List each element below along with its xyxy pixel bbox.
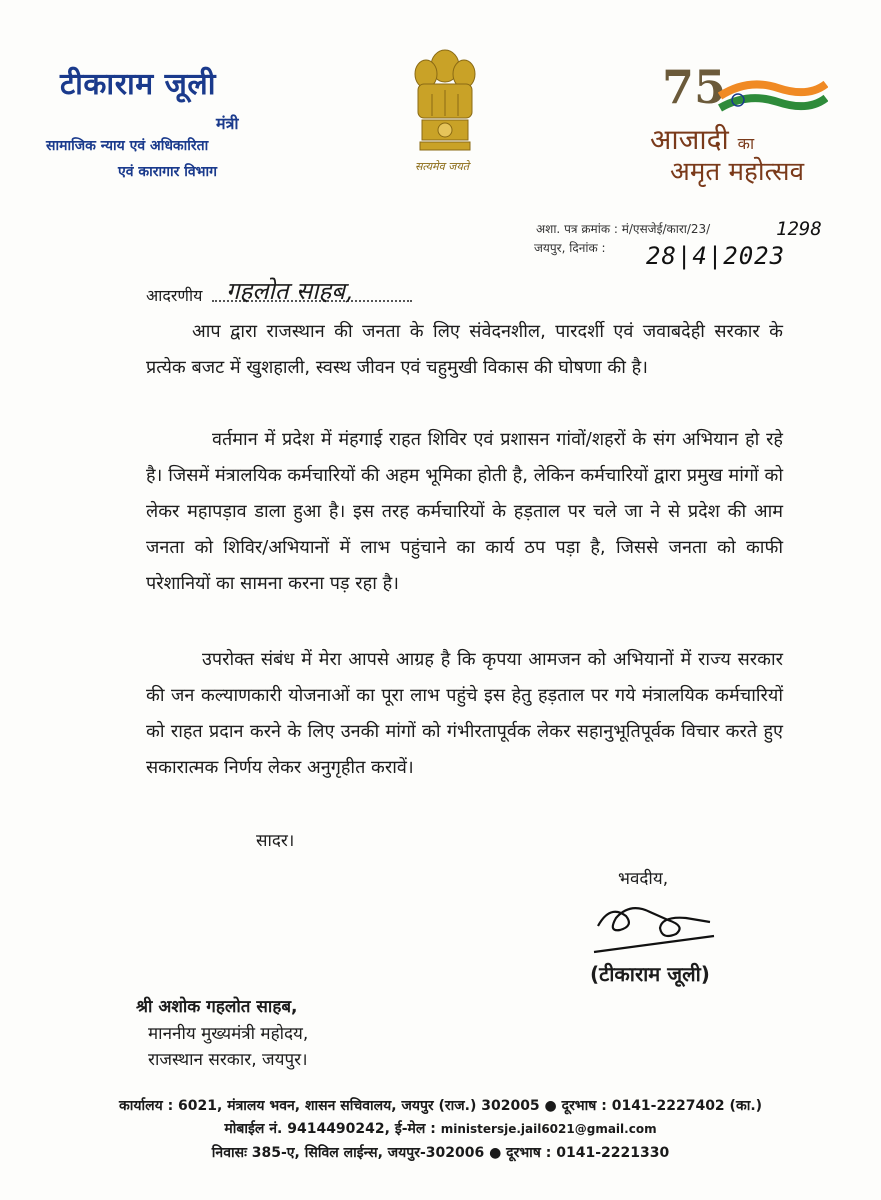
letter-date: 28|4|2023 [646,242,786,270]
azadi-ka-amrit-mahotsav-logo [640,60,840,190]
closing-sadar: सादर। [256,831,295,851]
closing-bhavdiy: भवदीय, [618,869,669,889]
addressee-name: श्री अशोक गहलोत साहब, [136,997,298,1017]
footer-office-address: कार्यालय : 6021, मंत्रालय भवन, शासन सचिवालय, जयपुर (राज.) 302005 ● दूरभाष : 0141-2227402 (का.) [118,1098,763,1114]
azadi-ka: का [737,134,755,153]
date-label: जयपुर, दिनांक : [534,241,606,255]
national-emblem-icon [402,44,488,164]
letter-number: 1298 [776,218,822,240]
azadi-word: आजादी [650,123,729,156]
addressee-location: राजस्थान सरकार, जयपुर। [148,1050,308,1070]
body-paragraph-1: आप द्वारा राजस्थान की जनता के लिए संवेदनशील, पारदर्शी एवं जवाबदेही सरकार के प्रत्येक बजट में खुशहाली, स्वस्थ जीवन एवं चहुमुखी विकास की घोषणा की है। [146,321,783,378]
addressee-designation: माननीय मुख्यमंत्री महोदय, [148,1024,309,1044]
department-line-2: एवं कारागार विभाग [118,164,217,180]
signatory-name: (टीकाराम जूली) [590,962,710,986]
footer-email: ministersje.jail6021@gmail.com [440,1122,657,1136]
footer-contact [0,1119,881,1138]
body-paragraph-3: उपरोक्त संबंध में मेरा आपसे आग्रह है कि कृपया आमजन को अभियानों में राज्य सरकार की जन कल्याणकारी योजनाओं का पूरा लाभ पहुंचे इस हेतु हड़ताल पर गये मंत्रालयिक कर्मचारियों को राहत प्रदान करने के लिए उनकी मांगों को गंभीरतापूर्वक लेकर सहानुभूतिपूर्वक विचार करते हुए सकारात्मक निर्णय लेकर अनुगृहीत करावें। [146,649,783,778]
letter-number-label: अशा. पत्र क्रमांक : मं/एसजेई/कारा/23/ [536,222,711,236]
emblem-motto: सत्यमेव जयते [414,160,469,173]
tricolor-wave-icon [718,78,828,118]
signature-icon [590,896,720,966]
azadi-75: 75 [662,60,727,114]
salutation-handwritten: गहलोत साहब, [226,277,353,305]
minister-name: टीकाराम जूली [60,67,216,102]
minister-title: मंत्री [216,114,239,133]
amrit-mahotsav: अमृत महोत्सव [670,157,805,187]
footer-residence: निवासः 385-ए, सिविल लाईन्स, जयपुर-302006 ● दूरभाष : 0141-2221330 [211,1145,670,1161]
salutation-prefix: आदरणीय [146,286,203,305]
body-paragraph-2: वर्तमान में प्रदेश में मंहगाई राहत शिविर एवं प्रशासन गांवों/शहरों के संग अभियान हो रहे है। जिसमें मंत्रालयिक कर्मचारियों की अहम भूमिका होती है, लेकिन कर्मचारियों द्वारा प्रमुख मांगों को लेकर महापड़ाव डाला हुआ है। इस तरह कर्मचारियों के हड़ताल पर चले जा ने से प्रदेश की आम जनता को शिविर/अभियानों में लाभ पहुंचाने का कार्य ठप पड़ा है, जिससे जनता को काफी परेशानियों का सामना करना पड़ रहा है। [146,429,783,594]
footer-mobile: मोबाईल नं. 9414490242, ई-मेल : [224,1121,436,1137]
department-line-1: सामाजिक न्याय एवं अधिकारिता [46,138,209,154]
